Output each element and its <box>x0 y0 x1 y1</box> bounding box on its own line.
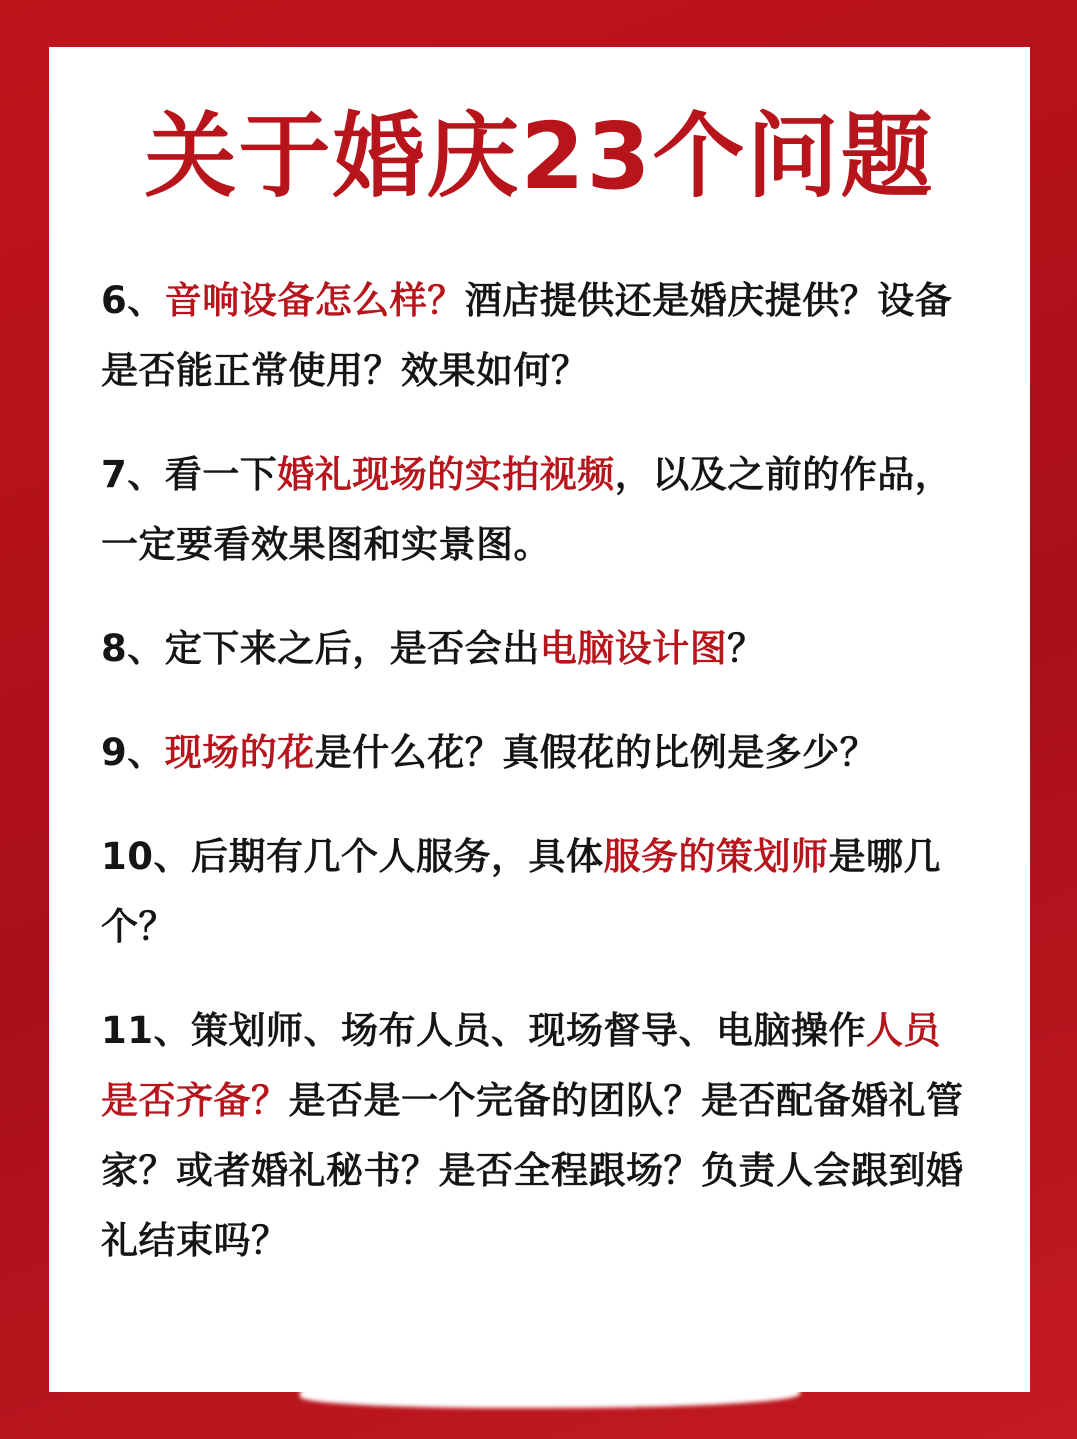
question-10 <box>101 822 978 962</box>
question-number: 7、 <box>101 453 165 497</box>
question-11 <box>101 996 978 1276</box>
question-text: 酒店提供还是婚庆提供？设备是否能正常使用？效果如何？ <box>101 279 953 393</box>
question-highlight: 婚礼现场的实拍视频 <box>277 453 615 497</box>
question-text-lead: 后期有几个人服务，具体 <box>191 835 604 879</box>
question-highlight: 人员是否齐备？ <box>101 1009 941 1123</box>
question-number: 8、 <box>101 627 165 671</box>
question-7 <box>101 440 978 580</box>
question-text: 是否是一个完备的团队？是否配备婚礼管家？或者婚礼秘书？是否全程跟场？负责人会跟到婚礼结束吗？ <box>101 1079 964 1263</box>
question-highlight: 音响设备怎么样？ <box>164 279 465 323</box>
question-number: 10、 <box>101 835 191 879</box>
content-card <box>49 47 1030 1392</box>
question-6 <box>101 266 978 406</box>
question-highlight: 服务的策划师 <box>603 835 829 879</box>
question-text-lead: 策划师、场布人员、现场督导、电脑操作 <box>191 1009 866 1053</box>
question-text: ，以及之前的作品，一定要看效果图和实景图。 <box>101 453 953 567</box>
question-text: 是哪几个？ <box>101 835 941 949</box>
question-8 <box>101 614 978 684</box>
question-text: 是什么花？真假花的比例是多少？ <box>314 731 878 775</box>
question-text-lead: 定下来之后，是否会出 <box>164 627 540 671</box>
question-number: 11、 <box>101 1009 191 1053</box>
question-text: ？ <box>727 627 765 671</box>
question-9 <box>101 718 978 788</box>
question-highlight: 现场的花 <box>164 731 315 775</box>
question-list <box>101 266 978 1276</box>
torn-edge-decoration <box>300 1380 800 1408</box>
question-highlight: 电脑设计图 <box>539 627 728 671</box>
question-text-lead: 看一下 <box>164 453 278 497</box>
question-number: 9、 <box>101 731 165 775</box>
question-number: 6、 <box>101 279 165 323</box>
page-title: 关于婚庆23个问题 <box>144 103 935 210</box>
